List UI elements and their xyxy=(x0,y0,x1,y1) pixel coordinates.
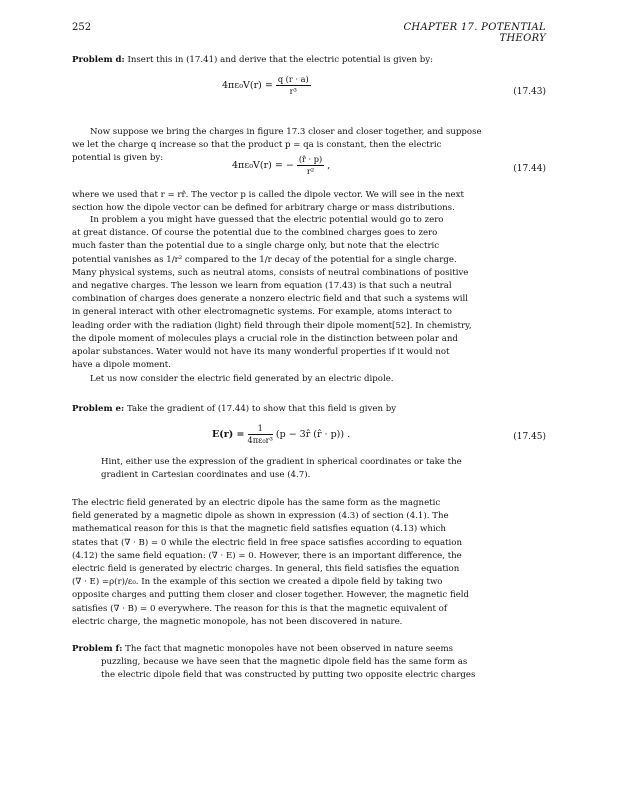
text-line: (4.12) the same field equation: (∇ · E) = 0. However, there is an important difference, the xyxy=(72,550,462,561)
text-line: leading order with the radiation (light) field through their dipole moment[52]. In chemistry, xyxy=(72,320,472,331)
page-number: 252 xyxy=(72,22,92,33)
paragraph-4 xyxy=(72,373,546,386)
text-line: electric charge, the magnetic monopole, has not been discovered in nature. xyxy=(72,616,403,627)
text-line: the electric dipole field that was constructed by putting two opposite electric charges xyxy=(101,670,476,681)
eq-17-43-numerator: q (r · a) xyxy=(277,74,309,84)
text-line: The electric field generated by an electric dipole has the same form as the magnetic xyxy=(72,498,441,508)
paragraph-3 xyxy=(72,214,546,372)
text-line: Many physical systems, such as neutral atoms, consists of neutral combinations of positive xyxy=(72,267,469,278)
text-line: Let us now consider the electric field generated by an electric dipole. xyxy=(90,374,394,384)
eq-17-44-number: (17.44) xyxy=(513,164,546,174)
text-line: have a dipole moment. xyxy=(72,360,171,371)
text-line: in general interact with other electromagnetic systems. For example, atoms interact to xyxy=(72,307,452,318)
text-line: apolar substances. Water would not have its many wonderful properties if it would not xyxy=(72,347,450,358)
eq-17-45-denominator: 4πε₀r³ xyxy=(247,435,273,445)
text-line: we let the charge q increase so that the product p = qa is constant, then the electric xyxy=(72,140,442,151)
problem-f-label: Problem f: xyxy=(72,644,123,654)
paragraph-2 xyxy=(72,189,546,215)
eq-17-45-rhs: (p − 3r̂ (r̂ · p)) . xyxy=(275,429,351,440)
text-line: the dipole moment of molecules plays a crucial role in the distinction between polar and xyxy=(72,333,458,344)
problem-e-label: Problem e: xyxy=(72,404,125,414)
text-line: states that (∇ · B) = 0 while the electric field in free space satisfies according to equation xyxy=(72,537,462,548)
text-line: field generated by a magnetic dipole as shown in expression (4.3) of section (4.1). The xyxy=(72,511,449,522)
text-line: section how the dipole vector can be defined for arbitrary charge or mass distributions. xyxy=(72,203,455,214)
text-line: Now suppose we bring the charges in figure 17.3 closer and closer together, and suppose xyxy=(90,127,482,137)
eq-17-44-numerator: (r̂ · p) xyxy=(298,154,323,164)
eq-17-45-numerator: 1 xyxy=(248,423,273,435)
text-line: much faster than the potential due to a single charge only, but note that the electric xyxy=(72,241,440,252)
problem-d-text: Insert this in (17.41) and derive that the electric potential is given by: xyxy=(127,55,433,65)
text-line: (∇ · E) =ρ(r)/ε₀. In the example of this section we created a dipole field by taking two xyxy=(72,577,443,588)
text-line: at great distance. Of course the potential due to the combined charges goes to zero xyxy=(72,228,438,239)
text-line: Hint, either use the expression of the gradient in spherical coordinates or take the xyxy=(101,457,462,467)
eq-17-45-fraction xyxy=(248,423,273,446)
text-line: combination of charges does generate a nonzero electric field and that such a systems will xyxy=(72,294,468,305)
problem-f xyxy=(72,643,546,683)
text-line: puzzling, because we have seen that the magnetic dipole field has the same form as xyxy=(101,657,468,668)
equation-17-45 xyxy=(212,423,350,446)
problem-d xyxy=(72,54,433,67)
eq-17-44-lhs: 4πε₀V(r) = − xyxy=(232,160,294,171)
text-line: mathematical reason for this is that the magnetic field satisfies equation (4.13) which xyxy=(72,524,446,535)
problem-d-label: Problem d: xyxy=(72,55,125,65)
text-line: gradient in Cartesian coordinates and use (4.7). xyxy=(101,470,311,481)
problem-e-text: Take the gradient of (17.44) to show that this field is given by xyxy=(126,404,397,414)
eq-17-43-number: (17.43) xyxy=(513,87,546,97)
text-line: In problem a you might have guessed that the electric potential would go to zero xyxy=(90,215,444,225)
eq-17-45-lhs: E(r) = xyxy=(212,429,245,440)
eq-17-43-fraction xyxy=(276,74,311,97)
eq-17-45-number: (17.45) xyxy=(513,432,546,442)
eq-17-44-trail: , xyxy=(327,160,331,171)
eq-17-43-lhs: 4πε₀V(r) = xyxy=(222,80,273,91)
text-line: electric field is generated by electric charges. In general, this field satisfies the equation xyxy=(72,564,460,575)
text-line: where we used that r = rr̂. The vector p is called the dipole vector. We will see in the next xyxy=(72,190,464,200)
hint xyxy=(101,456,546,482)
text-line: satisfies (∇ · B) = 0 everywhere. The reason for this is that the magnetic equivalent of xyxy=(72,603,448,614)
problem-e xyxy=(72,403,396,416)
paragraph-5 xyxy=(72,497,546,629)
equation-17-44 xyxy=(232,154,330,177)
equation-17-43 xyxy=(222,74,311,97)
chapter-title: CHAPTER 17. POTENTIAL THEORY xyxy=(403,22,546,44)
eq-17-44-fraction xyxy=(297,154,324,177)
text-line: potential vanishes as 1/r² compared to the 1/r decay of the potential for a single charge. xyxy=(72,254,457,265)
eq-17-44-denominator: r² xyxy=(306,166,315,176)
text-line: and negative charges. The lesson we learn from equation (17.43) is that such a neutral xyxy=(72,281,452,292)
text-line: opposite charges and putting them closer and closer together. However, the magnetic field xyxy=(72,590,470,601)
text-line: The fact that magnetic monopoles have not been observed in nature seems xyxy=(125,644,454,654)
eq-17-43-denominator: r³ xyxy=(289,86,297,96)
text-line: potential is given by: xyxy=(72,153,164,164)
